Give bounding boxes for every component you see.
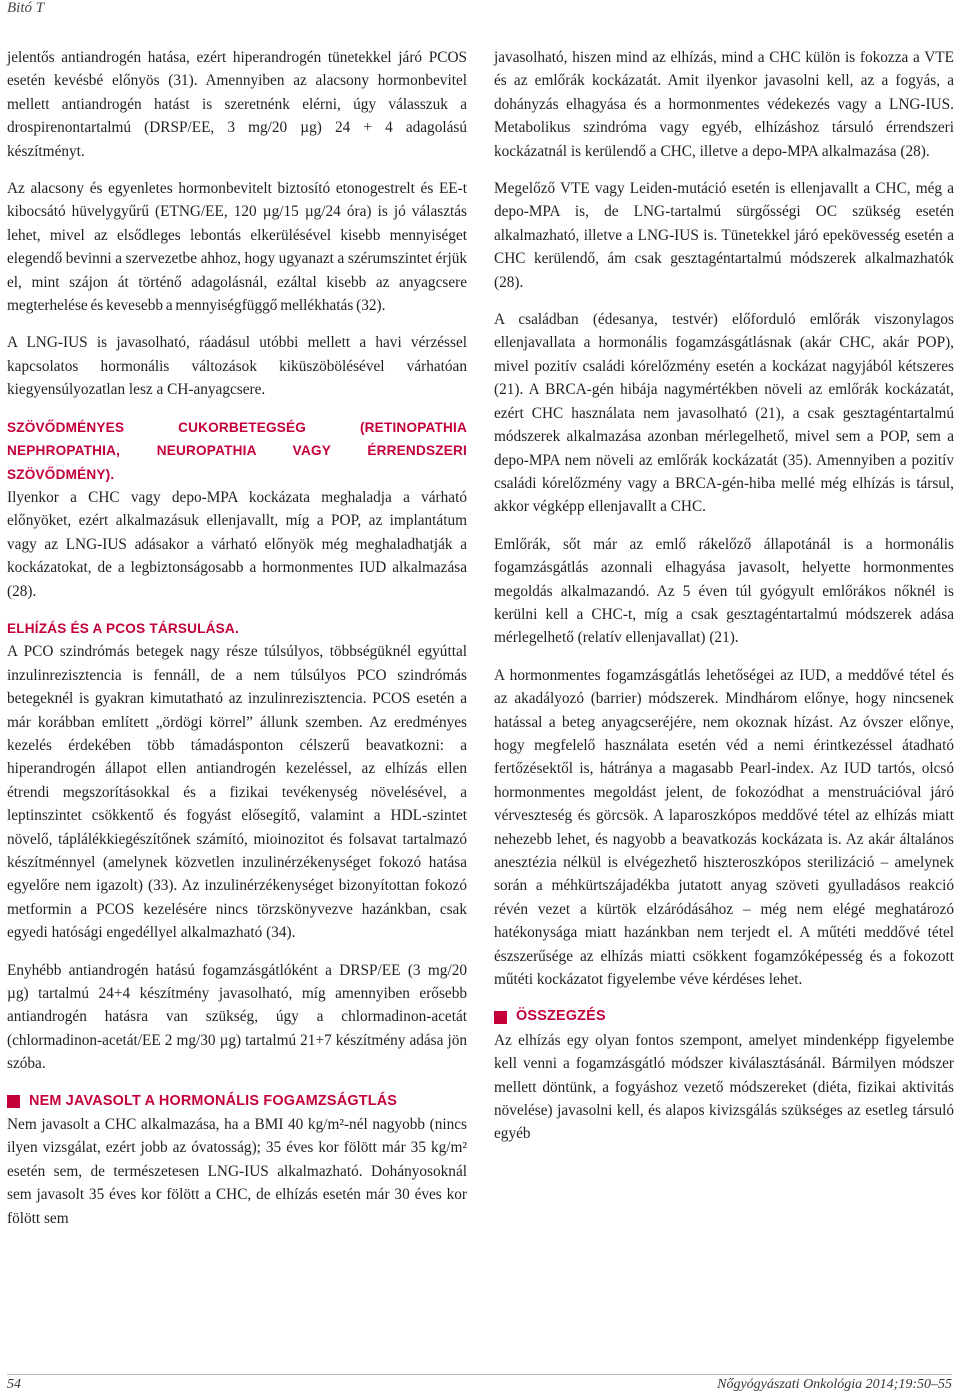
- running-head-author: Bitó T: [7, 0, 45, 16]
- section-heading-not-recommended: [7, 1090, 467, 1113]
- paragraph: Nem javasolt a CHC alkalmazása, ha a BMI 40 kg/m²-nél nagyobb (nincs ilyen vizsgálat, ezért jobb az óvatosság); 35 éves kor fölött már 35 kg/m² esetén sem, de természetesen LNG-IUS alkalmazható. Dohányosoknál sem javasolt 35 éves kor fölött a CHC, de elhízás esetén már 30 éves kor fölött sem: [7, 1116, 467, 1227]
- paragraph: Az elhízás egy olyan fontos szempont, amelyet mindenképp figyelembe kell venni a fogamzásgátló módszer kiválasztásánál. Bármilyen módszer mellett döntünk, a fogyáshoz vezető módszereket (diéta, fizikai aktivitás növelése) javasolni kell, és alapos kivizsgálás szükséges az esetleg társuló egyéb: [494, 1031, 954, 1143]
- page-number: 54: [7, 1377, 21, 1392]
- square-bullet-icon: [7, 1095, 20, 1108]
- paragraph: Az alacsony és egyenletes hormonbevitelt biztosító etonogestrelt és EE-t kibocsátó hüvelygyűrű (ETNG/EE, 120 µg/15 µg/24 óra) is jó választás lehet, mivel az elsődleges lebontás elkerülésével kisebb mennyiséget elegendő bevinni a szervezetbe ahhoz, hogy ugyanazt a szérumszintet érjük el, mint szájon át történő adagolásnál, ezáltal kisebb az anyagcsere megterhelése és kevesebb a mennyiségfüggő mellékhatás (32).: [7, 180, 467, 315]
- paragraph: Enyhébb antiandrogén hatású fogamzásgátlóként a DRSP/EE (3 mg/20 µg) tartalmú 24+4 készítmény javasolható, míg amennyiben erősebb antiandrogén hatásra van szükség, úgy a chlormadinon-acetát (chlormadinon-acetát/EE 2 mg/30 µg) tartalmú 21+7 készítmény adása jön szóba.: [7, 961, 467, 1073]
- section-heading-text: ÖSSZEGZÉS: [516, 1008, 606, 1025]
- paragraph: Megelőző VTE vagy Leiden-mutáció esetén is ellenjavallt a CHC, még a depo-MPA is, de LNG-tartalmú sürgősségi OC szükség esetén alkalmazható, illetve a LNG-IUS is. Tünetekkel járó epekövesség esetén a CHC kerülendő, ám csak gesztagéntartalmú módszerek alkalmazhatók (28).: [494, 180, 954, 291]
- subheading-obesity-pcos: ELHÍZÁS ÉS A PCOS TÁRSULÁSA.: [7, 620, 239, 636]
- footer-divider: [7, 1374, 952, 1375]
- paragraph: Ilyenkor a CHC vagy depo-MPA kockázata meghaladja a várható előnyöket, ezért alkalmazásuk ellenjavallt, míg a POP, az implantátum vagy az LNG-IUS adásakor a várható előnyök még meghaladhatják a kockázatokat, de a legbiztonságosabb a hormonmentes IUD alkalmazása (28).: [7, 488, 467, 600]
- paragraph: A LNG-IUS is javasolható, ráadásul utóbbi mellett a havi vérzéssel kapcsolatos hormonális változások kiküszöbölésével várhatóan kiegyensúlyozatlan lesz a CH-anyagcsere.: [7, 334, 467, 399]
- paragraph: Emlőrák, sőt már az emlő rákelőző állapotánál is a hormonális fogamzásgátlás azonnali elhagyása javasolt, helyette hormonmentes megoldás alkalmazandó. Az 5 éven túl gyógyult emlőrákos nőknél is kerülni kell a CHC-t, míg a csak gesztagéntartalmú módszerek adása mérlegelhető (relatív ellenjavallat) (21).: [494, 535, 954, 647]
- section-heading-summary: [494, 1005, 954, 1028]
- paragraph: A PCO szindrómás betegek nagy része túlsúlyos, többségüknél egyúttal inzulinrezisztencia is fennáll, de a nem túlsúlyos PCO szindrómás betegeknél is gyakran kimutatható az inzulinrezisztencia. PCOS esetén a már korábban említett „ördögi körrel” állunk szemben. Az eredményes kezelés érdekében több támadásponton célszerű beavatkozni: a hiperandrogén állapot ellen antiandrogén kezeléssel, az elhízás ellen étrendi megszorításokkal és a fizikai tevékenység növelésével, a leptinszintet csökkentő és fogyást elősegítő, valamint a HDL-szintet növelő, táplálékkiegészítőnek számító, mioinozitot és folsavat tartalmazó készítménnyel (amelynek közvetlen inzulinérzékenységet fokozó hatása egyelőre nem igazolt) (33). Az inzulinérzékenységet bizonyítottan fokozó metformin a PCOS kezelésére nincs törzskönyvezve hazánkban, csak egyedi hatósági engedéllyel alkalmazható (34).: [7, 643, 467, 942]
- subheading-complicated-diabetes: SZÖVŐDMÉNYES CUKORBETEGSÉG (RETINOPATHIA NEPHROPATHIA, NEUROPATHIA VAGY ÉRRENDSZERI SZÖVŐDMÉNY).: [7, 419, 467, 482]
- paragraph: A hormonmentes fogamzásgátlás lehetőségei az IUD, a meddővé tétel és az akadályozó (barrier) módszerek. Mindhárom előnye, hogy nincsenek hatással a beteg anyagcseréjére, nem okoznak hízást. Az óvszer előnye, hogy megfelelő használata esetén véd a nemi érintkezéssel átadható fertőzésektől is, hátránya a magasabb Pearl-index. Az IUD tartós, olcsó hormonmentes megoldást jelent, de fokozódhat a menstruációval járó vérveszteség és görcsök. A laparoszkópos meddővé tétel az elhízás miatt nehezebb lehet, és nagyobb a beavatkozás kockázata is. Az akár általános anesztézia nélkül is elvégezhető hiszteroszkópos sterilizáció – amelynek során a méhkürtszájadékba jutatott anyag szöveti gyulladásos reakció révén vezet a kürtök elzáródásához – még nem elégé meghatározó hatékonysága miatt hazánkban nem terjedt el. A műtéti meddővé tétel észszerűsége az elhízás miatti csökkent fogamzóképesség és a fokozott műtéti kockázatot figyelembe véve kérdéses lehet.: [494, 666, 954, 989]
- section-heading-text: NEM JAVASOLT A HORMONÁLIS FOGAMZSÁGTLÁS: [29, 1092, 398, 1109]
- paragraph: A családban (édesanya, testvér) előforduló emlőrák viszonylagos ellenjavallata a hormonális fogamzásgátlásnak (akár CHC, akár POP), mivel pozitív családi kórelőzmény esetén a kockázat nagyjából kétszeres (21). A BRCA-gén hibája nagymértékben növeli az emlőrák kockázatát, ezért CHC használata nem javasolható (21), a csak gesztagéntartalmú módszerek alkalmazása azonban mérlegelhető, mivel sem a POP, sem a depo-MPA nem növeli az emlőrák kockázatát (35). Amennyiben a pozitív családi kórelőzmény vagy a BRCA-gén-hiba mellé még elhízás is társul, akkor végképp ellenjavallt a CHC.: [494, 311, 954, 516]
- left-column: [7, 46, 467, 1244]
- square-bullet-icon: [494, 1011, 507, 1024]
- right-column: [494, 46, 954, 1160]
- journal-citation: Nőgyógyászati Onkológia 2014;19:50–55: [717, 1377, 952, 1392]
- paragraph: javasolható, hiszen mind az elhízás, mind a CHC külön is fokozza a VTE és az emlőrák kockázatát. Amit ilyenkor javasolni kell, az a fogyás, a dohányzás elhagyása és a hormonmentes védekezés vagy a LNG-IUS. Metabolikus szindróma vagy egyéb, elhízáshoz társuló érrendszeri kockázatnál is kerülendő a CHC, illetve a depo-MPA alkalmazása (28).: [494, 49, 954, 160]
- paragraph: jelentős antiandrogén hatása, ezért hiperandrogén tünetekkel járó PCOS esetén kevésbé előnyös (31). Amennyiben az alacsony hormonbevitel mellett antiandrogén hatást is szeretnénk elérni, úgy válasszuk a drospirenontartalmú (DRSP/EE, 3 mg/20 µg) 24 + 4 adagolású készítményt.: [7, 49, 467, 160]
